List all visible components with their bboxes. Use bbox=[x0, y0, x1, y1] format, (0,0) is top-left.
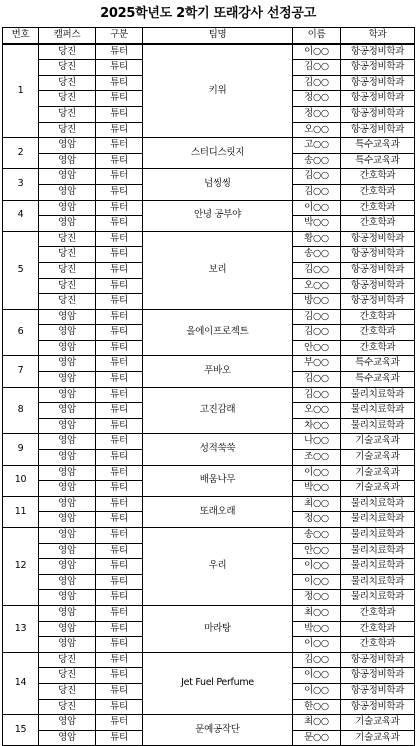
group-number: 5 bbox=[3, 231, 39, 309]
table-row bbox=[3, 715, 415, 731]
department-cell: 특수교육과 bbox=[341, 153, 415, 169]
role-cell: 튜티 bbox=[96, 403, 143, 419]
campus-cell: 당진 bbox=[39, 699, 96, 715]
role-cell: 튜티 bbox=[96, 543, 143, 559]
department-cell: 간호학과 bbox=[341, 184, 415, 200]
campus-cell: 당진 bbox=[39, 44, 96, 60]
campus-cell: 영암 bbox=[39, 496, 96, 512]
campus-cell: 영암 bbox=[39, 465, 96, 481]
group-number: 6 bbox=[3, 309, 39, 356]
department-cell: 항공정비학과 bbox=[341, 278, 415, 294]
team-name: 문예공작단 bbox=[143, 715, 293, 746]
table-row bbox=[3, 356, 415, 372]
role-cell: 튜티 bbox=[96, 621, 143, 637]
team-name: 고진감래 bbox=[143, 387, 293, 434]
student-name: 최○○ bbox=[293, 605, 341, 621]
team-name: 또래오래 bbox=[143, 496, 293, 527]
department-cell: 특수교육과 bbox=[341, 372, 415, 388]
table-row bbox=[3, 387, 415, 403]
campus-cell: 영암 bbox=[39, 637, 96, 653]
student-name: 고○○ bbox=[293, 138, 341, 154]
student-name: 문○○ bbox=[293, 730, 341, 746]
campus-cell: 영암 bbox=[39, 216, 96, 232]
role-cell: 튜티 bbox=[96, 637, 143, 653]
student-name: 이○○ bbox=[293, 200, 341, 216]
department-cell: 항공정비학과 bbox=[341, 262, 415, 278]
student-name: 이○○ bbox=[293, 559, 341, 575]
col-header-campus: 캠퍼스 bbox=[39, 28, 96, 44]
department-cell: 물리치료학과 bbox=[341, 512, 415, 528]
table-row bbox=[3, 169, 415, 185]
group-number: 11 bbox=[3, 496, 39, 527]
col-header-team: 팀명 bbox=[143, 28, 293, 44]
campus-cell: 당진 bbox=[39, 262, 96, 278]
department-cell: 물리치료학과 bbox=[341, 528, 415, 544]
department-cell: 항공정비학과 bbox=[341, 91, 415, 107]
student-name: 황○○ bbox=[293, 231, 341, 247]
department-cell: 물리치료학과 bbox=[341, 574, 415, 590]
team-name: 스터디스릿지 bbox=[143, 138, 293, 169]
student-name: 부○○ bbox=[293, 356, 341, 372]
department-cell: 기술교육과 bbox=[341, 730, 415, 746]
department-cell: 항공정비학과 bbox=[341, 699, 415, 715]
department-cell: 물리치료학과 bbox=[341, 418, 415, 434]
role-cell: 튜티 bbox=[96, 418, 143, 434]
role-cell: 튜티 bbox=[96, 450, 143, 466]
team-name: 배움나무 bbox=[143, 465, 293, 496]
department-cell: 항공정비학과 bbox=[341, 122, 415, 138]
department-cell: 간호학과 bbox=[341, 325, 415, 341]
student-name: 김○○ bbox=[293, 262, 341, 278]
campus-cell: 영암 bbox=[39, 372, 96, 388]
student-name: 김○○ bbox=[293, 60, 341, 76]
role-cell: 튜터 bbox=[96, 138, 143, 154]
student-name: 나○○ bbox=[293, 434, 341, 450]
campus-cell: 당진 bbox=[39, 231, 96, 247]
department-cell: 간호학과 bbox=[341, 621, 415, 637]
roster-table bbox=[2, 27, 415, 746]
campus-cell: 당진 bbox=[39, 683, 96, 699]
group-number: 8 bbox=[3, 387, 39, 434]
role-cell: 튜티 bbox=[96, 512, 143, 528]
roster-body bbox=[3, 44, 415, 746]
role-cell: 튜터 bbox=[96, 528, 143, 544]
student-name: 안○○ bbox=[293, 543, 341, 559]
department-cell: 간호학과 bbox=[341, 309, 415, 325]
department-cell: 항공정비학과 bbox=[341, 75, 415, 91]
student-name: 송○○ bbox=[293, 247, 341, 263]
role-cell: 튜터 bbox=[96, 309, 143, 325]
team-name: 넘씽씽 bbox=[143, 169, 293, 200]
role-cell: 튜티 bbox=[96, 730, 143, 746]
campus-cell: 영암 bbox=[39, 184, 96, 200]
role-cell: 튜티 bbox=[96, 325, 143, 341]
department-cell: 항공정비학과 bbox=[341, 106, 415, 122]
campus-cell: 영암 bbox=[39, 730, 96, 746]
student-name: 정○○ bbox=[293, 512, 341, 528]
col-header-name: 이름 bbox=[293, 28, 341, 44]
role-cell: 튜터 bbox=[96, 715, 143, 731]
student-name: 정○○ bbox=[293, 91, 341, 107]
department-cell: 물리치료학과 bbox=[341, 543, 415, 559]
role-cell: 튜티 bbox=[96, 668, 143, 684]
role-cell: 튜티 bbox=[96, 106, 143, 122]
campus-cell: 영암 bbox=[39, 340, 96, 356]
group-number: 13 bbox=[3, 605, 39, 652]
campus-cell: 영암 bbox=[39, 590, 96, 606]
campus-cell: 영암 bbox=[39, 169, 96, 185]
campus-cell: 영암 bbox=[39, 481, 96, 497]
group-number: 4 bbox=[3, 200, 39, 231]
department-cell: 항공정비학과 bbox=[341, 294, 415, 310]
student-name: 정○○ bbox=[293, 590, 341, 606]
student-name: 박○○ bbox=[293, 216, 341, 232]
role-cell: 튜티 bbox=[96, 278, 143, 294]
table-row bbox=[3, 434, 415, 450]
student-name: 차○○ bbox=[293, 418, 341, 434]
campus-cell: 영암 bbox=[39, 434, 96, 450]
role-cell: 튜터 bbox=[96, 231, 143, 247]
role-cell: 튜티 bbox=[96, 184, 143, 200]
student-name: 김○○ bbox=[293, 652, 341, 668]
header-row bbox=[3, 28, 415, 44]
role-cell: 튜티 bbox=[96, 699, 143, 715]
role-cell: 튜티 bbox=[96, 122, 143, 138]
campus-cell: 당진 bbox=[39, 75, 96, 91]
campus-cell: 영암 bbox=[39, 325, 96, 341]
col-header-dept: 학과 bbox=[341, 28, 415, 44]
team-name: 마라탕 bbox=[143, 605, 293, 652]
group-number: 12 bbox=[3, 528, 39, 606]
student-name: 김○○ bbox=[293, 75, 341, 91]
role-cell: 튜티 bbox=[96, 590, 143, 606]
campus-cell: 영암 bbox=[39, 528, 96, 544]
student-name: 안○○ bbox=[293, 340, 341, 356]
department-cell: 항공정비학과 bbox=[341, 668, 415, 684]
group-number: 10 bbox=[3, 465, 39, 496]
campus-cell: 영암 bbox=[39, 450, 96, 466]
team-name: 우리 bbox=[143, 528, 293, 606]
student-name: 오○○ bbox=[293, 403, 341, 419]
campus-cell: 영암 bbox=[39, 559, 96, 575]
campus-cell: 당진 bbox=[39, 122, 96, 138]
student-name: 조○○ bbox=[293, 450, 341, 466]
student-name: 김○○ bbox=[293, 387, 341, 403]
campus-cell: 당진 bbox=[39, 60, 96, 76]
student-name: 이○○ bbox=[293, 637, 341, 653]
department-cell: 항공정비학과 bbox=[341, 231, 415, 247]
col-header-number: 번호 bbox=[3, 28, 39, 44]
campus-cell: 영암 bbox=[39, 200, 96, 216]
department-cell: 기술교육과 bbox=[341, 481, 415, 497]
student-name: 이○○ bbox=[293, 465, 341, 481]
campus-cell: 영암 bbox=[39, 543, 96, 559]
role-cell: 튜티 bbox=[96, 262, 143, 278]
col-header-type: 구분 bbox=[96, 28, 143, 44]
student-name: 방○○ bbox=[293, 294, 341, 310]
group-number: 9 bbox=[3, 434, 39, 465]
role-cell: 튜티 bbox=[96, 216, 143, 232]
team-name: Jet Fuel Perfume bbox=[143, 652, 293, 714]
table-row bbox=[3, 528, 415, 544]
department-cell: 항공정비학과 bbox=[341, 247, 415, 263]
role-cell: 튜터 bbox=[96, 200, 143, 216]
role-cell: 튜티 bbox=[96, 683, 143, 699]
team-name: 안녕 공부야 bbox=[143, 200, 293, 231]
campus-cell: 당진 bbox=[39, 668, 96, 684]
department-cell: 항공정비학과 bbox=[341, 60, 415, 76]
role-cell: 튜터 bbox=[96, 652, 143, 668]
student-name: 오○○ bbox=[293, 278, 341, 294]
department-cell: 물리치료학과 bbox=[341, 559, 415, 575]
student-name: 최○○ bbox=[293, 715, 341, 731]
department-cell: 간호학과 bbox=[341, 216, 415, 232]
team-name: 보리 bbox=[143, 231, 293, 309]
team-name: 푸바오 bbox=[143, 356, 293, 387]
role-cell: 튜터 bbox=[96, 465, 143, 481]
department-cell: 항공정비학과 bbox=[341, 683, 415, 699]
department-cell: 간호학과 bbox=[341, 169, 415, 185]
student-name: 오○○ bbox=[293, 122, 341, 138]
group-number: 1 bbox=[3, 44, 39, 138]
student-name: 송○○ bbox=[293, 153, 341, 169]
campus-cell: 영암 bbox=[39, 309, 96, 325]
student-name: 박○○ bbox=[293, 621, 341, 637]
student-name: 김○○ bbox=[293, 184, 341, 200]
department-cell: 기술교육과 bbox=[341, 465, 415, 481]
student-name: 최○○ bbox=[293, 496, 341, 512]
campus-cell: 영암 bbox=[39, 387, 96, 403]
department-cell: 항공정비학과 bbox=[341, 44, 415, 60]
group-number: 3 bbox=[3, 169, 39, 200]
role-cell: 튜티 bbox=[96, 75, 143, 91]
role-cell: 튜티 bbox=[96, 294, 143, 310]
role-cell: 튜티 bbox=[96, 481, 143, 497]
student-name: 김○○ bbox=[293, 372, 341, 388]
campus-cell: 영암 bbox=[39, 153, 96, 169]
department-cell: 항공정비학과 bbox=[341, 652, 415, 668]
table-row bbox=[3, 309, 415, 325]
role-cell: 튜티 bbox=[96, 340, 143, 356]
department-cell: 기술교육과 bbox=[341, 434, 415, 450]
department-cell: 간호학과 bbox=[341, 200, 415, 216]
department-cell: 간호학과 bbox=[341, 637, 415, 653]
student-name: 이○○ bbox=[293, 683, 341, 699]
role-cell: 튜티 bbox=[96, 559, 143, 575]
campus-cell: 당진 bbox=[39, 247, 96, 263]
table-row bbox=[3, 465, 415, 481]
department-cell: 기술교육과 bbox=[341, 450, 415, 466]
department-cell: 물리치료학과 bbox=[341, 590, 415, 606]
table-row bbox=[3, 200, 415, 216]
group-number: 14 bbox=[3, 652, 39, 714]
department-cell: 물리치료학과 bbox=[341, 387, 415, 403]
student-name: 이○○ bbox=[293, 44, 341, 60]
campus-cell: 영암 bbox=[39, 621, 96, 637]
campus-cell: 당진 bbox=[39, 106, 96, 122]
campus-cell: 당진 bbox=[39, 652, 96, 668]
role-cell: 튜터 bbox=[96, 434, 143, 450]
campus-cell: 영암 bbox=[39, 403, 96, 419]
department-cell: 기술교육과 bbox=[341, 715, 415, 731]
campus-cell: 영암 bbox=[39, 574, 96, 590]
table-row bbox=[3, 652, 415, 668]
table-row bbox=[3, 138, 415, 154]
department-cell: 물리치료학과 bbox=[341, 403, 415, 419]
campus-cell: 당진 bbox=[39, 294, 96, 310]
table-row bbox=[3, 44, 415, 60]
role-cell: 튜터 bbox=[96, 169, 143, 185]
department-cell: 간호학과 bbox=[341, 340, 415, 356]
campus-cell: 당진 bbox=[39, 278, 96, 294]
campus-cell: 영암 bbox=[39, 512, 96, 528]
student-name: 박○○ bbox=[293, 481, 341, 497]
department-cell: 물리치료학과 bbox=[341, 496, 415, 512]
role-cell: 튜터 bbox=[96, 356, 143, 372]
student-name: 김○○ bbox=[293, 309, 341, 325]
student-name: 김○○ bbox=[293, 169, 341, 185]
role-cell: 튜터 bbox=[96, 387, 143, 403]
campus-cell: 영암 bbox=[39, 605, 96, 621]
role-cell: 튜티 bbox=[96, 91, 143, 107]
role-cell: 튜티 bbox=[96, 574, 143, 590]
team-name: 올에이프로젝트 bbox=[143, 309, 293, 356]
group-number: 7 bbox=[3, 356, 39, 387]
department-cell: 간호학과 bbox=[341, 605, 415, 621]
group-number: 2 bbox=[3, 138, 39, 169]
team-name: 성적쑥쑥 bbox=[143, 434, 293, 465]
department-cell: 특수교육과 bbox=[341, 138, 415, 154]
role-cell: 튜티 bbox=[96, 372, 143, 388]
group-number: 15 bbox=[3, 715, 39, 746]
student-name: 이○○ bbox=[293, 574, 341, 590]
student-name: 이○○ bbox=[293, 668, 341, 684]
role-cell: 튜티 bbox=[96, 247, 143, 263]
student-name: 송○○ bbox=[293, 528, 341, 544]
campus-cell: 영암 bbox=[39, 715, 96, 731]
role-cell: 튜터 bbox=[96, 496, 143, 512]
role-cell: 튜티 bbox=[96, 60, 143, 76]
team-name: 키위 bbox=[143, 44, 293, 138]
student-name: 정○○ bbox=[293, 106, 341, 122]
table-row bbox=[3, 605, 415, 621]
student-name: 김○○ bbox=[293, 325, 341, 341]
role-cell: 튜터 bbox=[96, 44, 143, 60]
campus-cell: 영암 bbox=[39, 418, 96, 434]
campus-cell: 영암 bbox=[39, 138, 96, 154]
table-row bbox=[3, 231, 415, 247]
campus-cell: 당진 bbox=[39, 91, 96, 107]
table-row bbox=[3, 496, 415, 512]
page-title: 2025학년도 2학기 또래강사 선정공고 bbox=[100, 6, 316, 21]
role-cell: 튜터 bbox=[96, 605, 143, 621]
campus-cell: 영암 bbox=[39, 356, 96, 372]
role-cell: 튜티 bbox=[96, 153, 143, 169]
student-name: 한○○ bbox=[293, 699, 341, 715]
department-cell: 특수교육과 bbox=[341, 356, 415, 372]
